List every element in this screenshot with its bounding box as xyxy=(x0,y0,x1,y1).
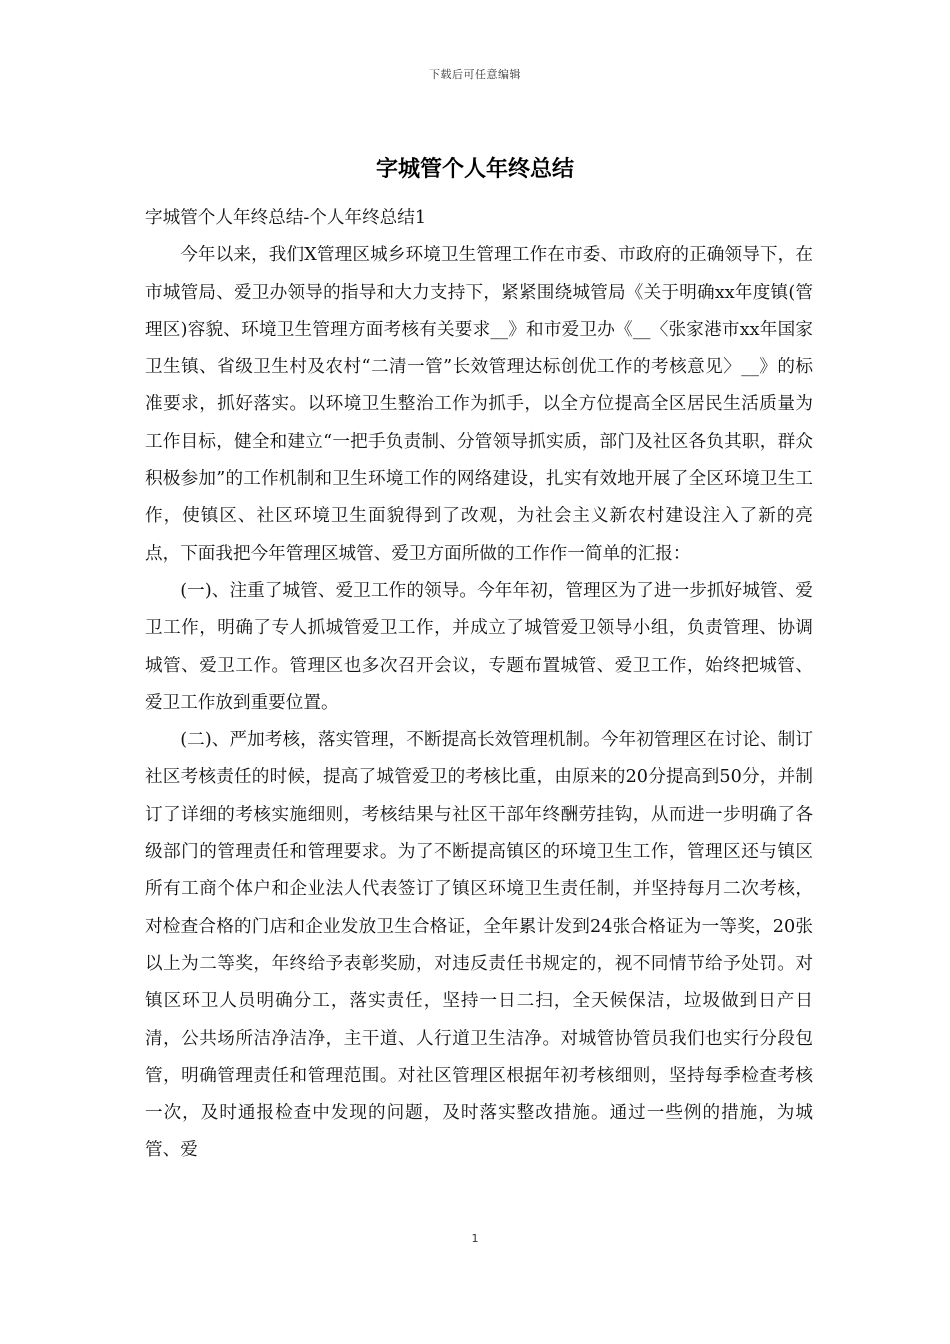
paragraph-section-2: (二)、严加考核，落实管理，不断提高长效管理机制。今年初管理区在讨论、制订社区考核责任的时候，提高了城管爱卫的考核比重，由原来的20分提高到50分，并制订了详细的考核实施细则，考核结果与社区干部年终酬劳挂钩，从而进一步明确了各级部门的管理责任和管理要求。为了不断提高镇区的环境卫生工作，管理区还与镇区所有工商个体户和企业法人代表签订了镇区环境卫生责任制，并坚持每月二次考核，对检查合格的门店和企业发放卫生合格证，全年累计发到24张合格证为一等奖，20张以上为二等奖，年终给予表彰奖励，对违反责任书规定的，视不同情节给予处罚。对镇区环卫人员明确分工，落实责任，坚持一日二扫，全天候保洁，垃圾做到日产日清，公共场所洁净洁净，主干道、人行道卫生洁净。对城管协管员我们也实行分段包管，明确管理责任和管理范围。对社区管理区根据年初考核细则，坚持每季检查考核一次，及时通报检查中发现的问题，及时落实整改措施。通过一些例的措施，为城管、爱 xyxy=(145,730,813,1161)
document-subtitle: 字城管个人年终总结-个人年终总结1 xyxy=(145,208,427,228)
document-body xyxy=(145,200,813,1170)
page-number: 1 xyxy=(471,1232,479,1245)
paragraph-section-1: (一)、注重了城管、爱卫工作的领导。今年年初，管理区为了进一步抓好城管、爱卫工作，明确了专人抓城管爱卫工作，并成立了城管爱卫领导小组，负责管理、协调城管、爱卫工作。管理区也多次召开会议，专题布置城管、爱卫工作，始终把城管、爱卫工作放到重要位置。 xyxy=(145,580,813,713)
page-header-note: 下载后可任意编辑 xyxy=(429,68,521,81)
paragraph-intro: 今年以来，我们X管理区城乡环境卫生管理工作在市委、市政府的正确领导下，在市城管局、爱卫办领导的指导和大力支持下，紧紧围绕城管局《关于明确xx年度镇(管理区)容貌、环境卫生管理方面考核有关要求__》和市爱卫办《__〈张家港市xx年国家卫生镇、省级卫生村及农村“二清一管”长效管理达标创优工作的考核意见〉__》的标准要求，抓好落实。以环境卫生整治工作为抓手，以全方位提高全区居民生活质量为工作目标，健全和建立“一把手负责制、分管领导抓实质，部门及社区各负其职，群众积极参加”的工作机制和卫生环境工作的网络建设，扎实有效地开展了全区环境卫生工作，使镇区、社区环境卫生面貌得到了改观，为社会主义新农村建设注入了新的亮点，下面我把今年管理区城管、爱卫方面所做的工作作一简单的汇报： xyxy=(145,245,813,564)
document-title: 字城管个人年终总结 xyxy=(375,157,574,182)
